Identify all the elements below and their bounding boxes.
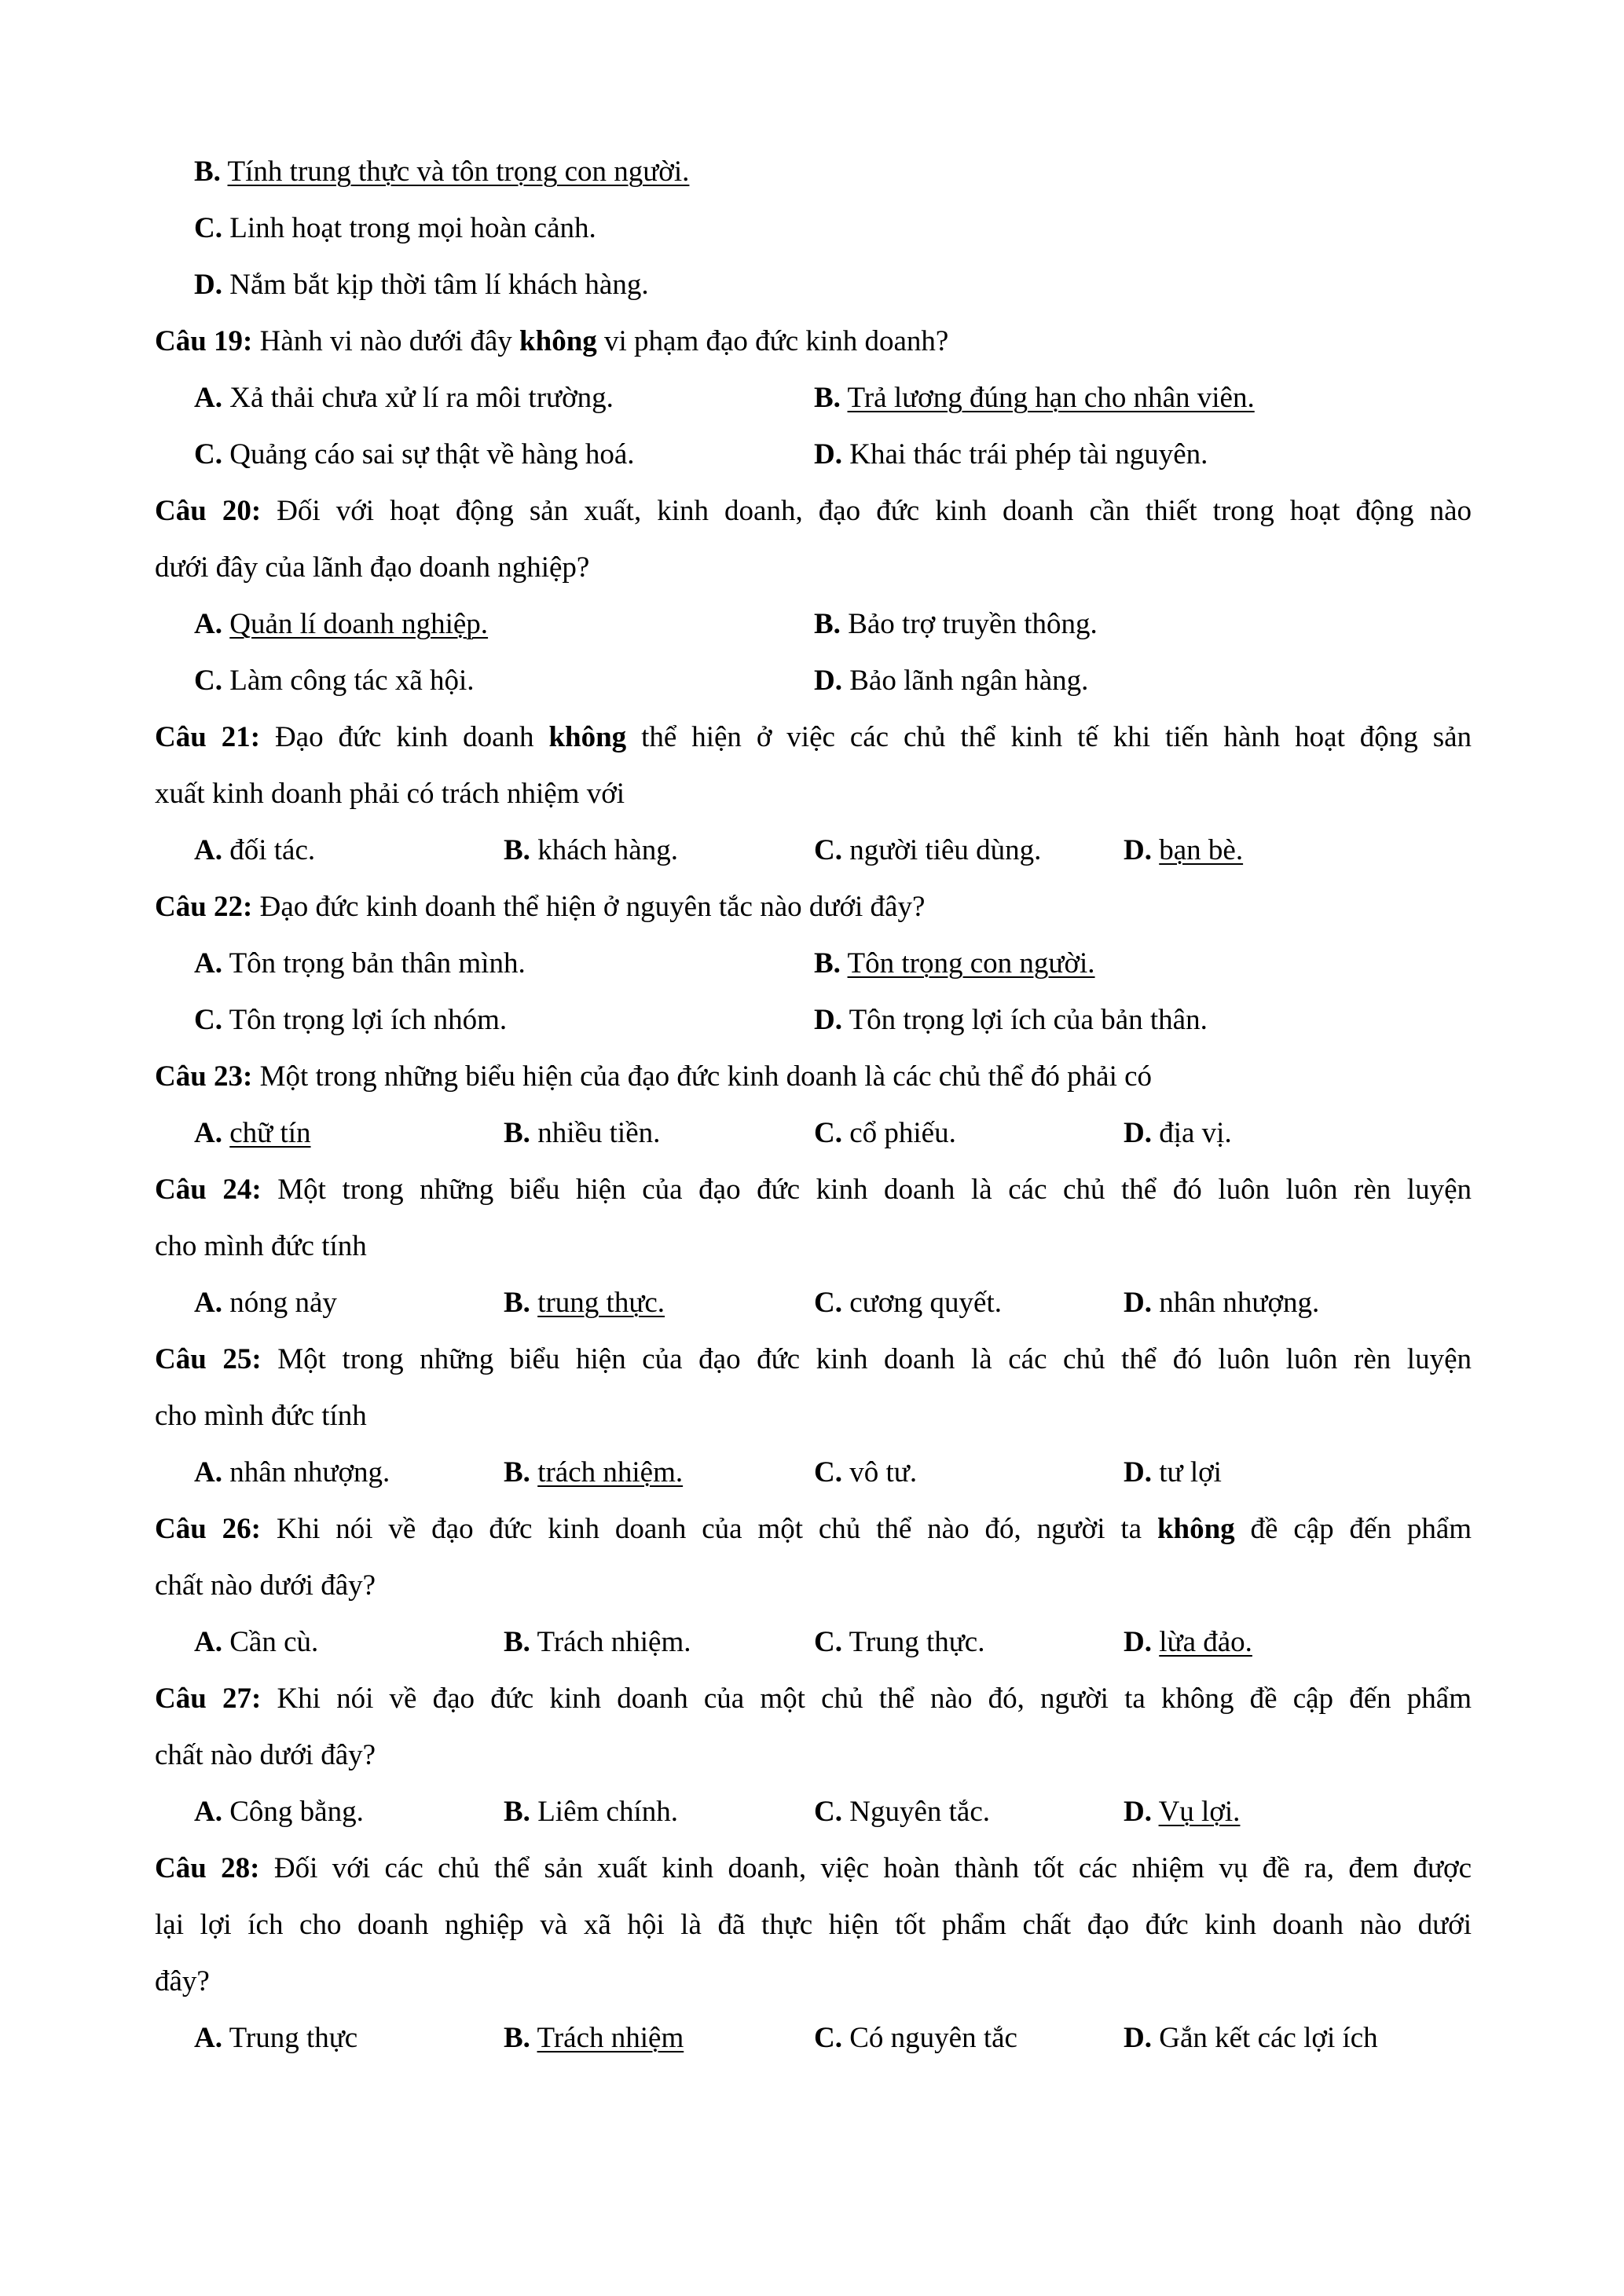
q28-option-b: B. Trách nhiệm bbox=[504, 2022, 684, 2054]
q28-stem-line-3: đây? bbox=[155, 1965, 210, 1998]
q27-stem-line-1: Câu 27: Khi nói về đạo đức kinh doanh của một chủ thể nào đó, người ta không đề cập đến phẩm bbox=[155, 1683, 1472, 1715]
q21-option-a: A. đối tác. bbox=[194, 834, 316, 866]
q26-option-b: B. Trách nhiệm. bbox=[504, 1626, 691, 1658]
q21-option-c: C. người tiêu dùng. bbox=[814, 834, 1042, 866]
q25-option-a: A. nhân nhượng. bbox=[194, 1456, 390, 1489]
q27-option-a: A. Công bằng. bbox=[194, 1796, 364, 1828]
q25-stem-line-1: Câu 25: Một trong những biểu hiện của đạo đức kinh doanh là các chủ thể đó luôn luôn rèn luyện bbox=[155, 1343, 1472, 1375]
q27-option-d: D. Vụ lợi. bbox=[1124, 1796, 1241, 1828]
q19-option-d: D. Khai thác trái phép tài nguyên. bbox=[814, 438, 1208, 471]
q26-option-d: D. lừa đảo. bbox=[1124, 1626, 1252, 1658]
q25-stem-line-2: cho mình đức tính bbox=[155, 1400, 367, 1432]
q21-stem-line-1: Câu 21: Đạo đức kinh doanh không thể hiện ở việc các chủ thể kinh tế khi tiến hành hoạt động sản bbox=[155, 721, 1472, 753]
q26-option-c: C. Trung thực. bbox=[814, 1626, 985, 1658]
q24-option-a: A. nóng nảy bbox=[194, 1287, 337, 1319]
q18-option-b: B. Tính trung thực và tôn trọng con người. bbox=[194, 156, 690, 188]
q25-option-d: D. tư lợi bbox=[1124, 1456, 1222, 1489]
q28-stem-line-2: lại lợi ích cho doanh nghiệp và xã hội là đã thực hiện tốt phẩm chất đạo đức kinh doanh nào dưới bbox=[155, 1909, 1472, 1941]
q27-option-b: B. Liêm chính. bbox=[504, 1796, 678, 1828]
q28-stem-line-1: Câu 28: Đối với các chủ thể sản xuất kinh doanh, việc hoàn thành tốt các nhiệm vụ đề ra, đem được bbox=[155, 1852, 1472, 1884]
q26-stem-line-2: chất nào dưới đây? bbox=[155, 1569, 376, 1602]
q20-option-c: C. Làm công tác xã hội. bbox=[194, 665, 475, 697]
q27-stem-line-2: chất nào dưới đây? bbox=[155, 1739, 376, 1771]
q26-option-a: A. Cần cù. bbox=[194, 1626, 319, 1658]
q24-option-c: C. cương quyết. bbox=[814, 1287, 1002, 1319]
q20-option-a: A. Quản lí doanh nghiệp. bbox=[194, 608, 489, 640]
q23-option-c: C. cổ phiếu. bbox=[814, 1117, 956, 1149]
q19-option-b: B. Trả lương đúng hạn cho nhân viên. bbox=[814, 382, 1255, 414]
q21-stem-line-2: xuất kinh doanh phải có trách nhiệm với bbox=[155, 778, 625, 810]
q19-stem: Câu 19: Hành vi nào dưới đây không vi phạm đạo đức kinh doanh? bbox=[155, 325, 949, 357]
q22-option-d: D. Tôn trọng lợi ích của bản thân. bbox=[814, 1004, 1208, 1036]
q25-option-c: C. vô tư. bbox=[814, 1456, 918, 1489]
q24-stem-line-1: Câu 24: Một trong những biểu hiện của đạo đức kinh doanh là các chủ thể đó luôn luôn rèn luyện bbox=[155, 1174, 1472, 1206]
q28-option-d: D. Gắn kết các lợi ích bbox=[1124, 2022, 1378, 2054]
q25-option-b: B. trách nhiệm. bbox=[504, 1456, 684, 1489]
q20-stem-line-2: dưới đây của lãnh đạo doanh nghiệp? bbox=[155, 551, 590, 584]
q18-option-c: C. Linh hoạt trong mọi hoàn cảnh. bbox=[194, 212, 596, 244]
q23-option-b: B. nhiều tiền. bbox=[504, 1117, 661, 1149]
q21-option-d: D. bạn bè. bbox=[1124, 834, 1244, 866]
q19-option-a: A. Xả thải chưa xử lí ra môi trường. bbox=[194, 382, 614, 414]
q22-stem: Câu 22: Đạo đức kinh doanh thể hiện ở nguyên tắc nào dưới đây? bbox=[155, 891, 926, 923]
q20-option-b: B. Bảo trợ truyền thông. bbox=[814, 608, 1098, 640]
q23-option-a: A. chữ tín bbox=[194, 1117, 311, 1149]
q23-option-d: D. địa vị. bbox=[1124, 1117, 1232, 1149]
q22-option-c: C. Tôn trọng lợi ích nhóm. bbox=[194, 1004, 508, 1036]
q22-option-a: A. Tôn trọng bản thân mình. bbox=[194, 947, 526, 980]
q28-option-a: A. Trung thực bbox=[194, 2022, 358, 2054]
q27-option-c: C. Nguyên tắc. bbox=[814, 1796, 991, 1828]
q24-option-b: B. trung thực. bbox=[504, 1287, 665, 1319]
q18-option-d: D. Nắm bắt kịp thời tâm lí khách hàng. bbox=[194, 269, 649, 301]
q19-option-c: C. Quảng cáo sai sự thật về hàng hoá. bbox=[194, 438, 635, 471]
q23-stem: Câu 23: Một trong những biểu hiện của đạo đức kinh doanh là các chủ thể đó phải có bbox=[155, 1060, 1153, 1093]
q20-option-d: D. Bảo lãnh ngân hàng. bbox=[814, 665, 1089, 697]
q24-stem-line-2: cho mình đức tính bbox=[155, 1230, 367, 1262]
q24-option-d: D. nhân nhượng. bbox=[1124, 1287, 1320, 1319]
q22-option-b: B. Tôn trọng con người. bbox=[814, 947, 1095, 980]
q28-option-c: C. Có nguyên tắc bbox=[814, 2022, 1017, 2054]
q21-option-b: B. khách hàng. bbox=[504, 834, 678, 866]
q26-stem-line-1: Câu 26: Khi nói về đạo đức kinh doanh của một chủ thể nào đó, người ta không đề cập đến phẩm bbox=[155, 1513, 1472, 1545]
q20-stem-line-1: Câu 20: Đối với hoạt động sản xuất, kinh doanh, đạo đức kinh doanh cần thiết trong hoạt động nào bbox=[155, 495, 1472, 527]
